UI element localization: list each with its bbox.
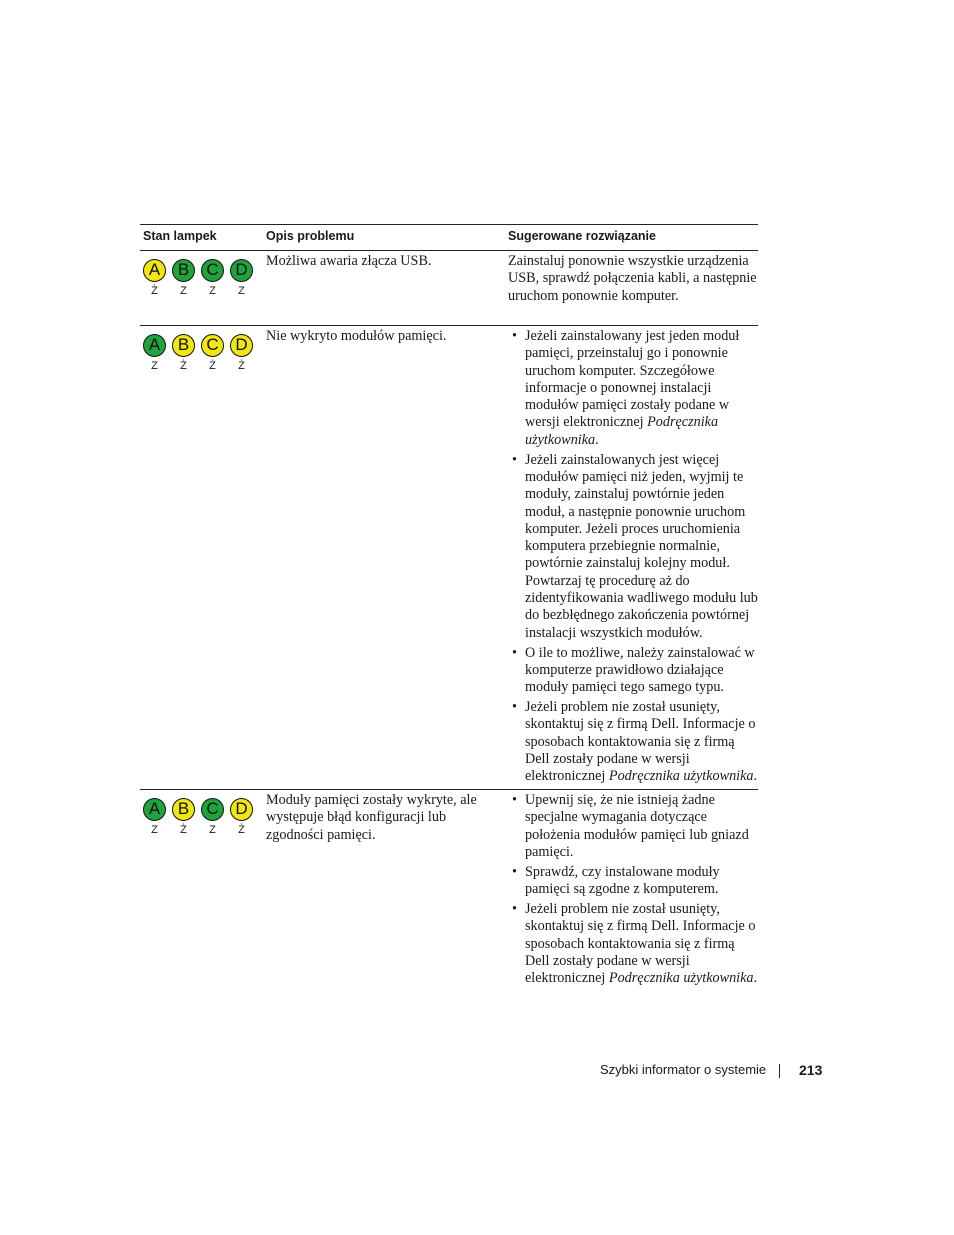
solution-bullet: • Upewnij się, że nie istnieją żadne specjalne wymagania dotyczące położenia modułów pamięci lub gniazd pamięci. bbox=[508, 792, 758, 861]
led-state-c: Z bbox=[209, 285, 216, 297]
header-solution: Sugerowane rozwiązanie bbox=[508, 229, 656, 243]
led-c: C bbox=[201, 798, 224, 821]
led-state-b: Ż bbox=[180, 824, 187, 836]
led-state-a: Z bbox=[151, 360, 158, 372]
solution-bullet: • Sprawdź, czy instalowane moduły pamięci są zgodne z komputerem. bbox=[508, 864, 758, 899]
solution-list bbox=[508, 328, 758, 788]
page-footer bbox=[600, 1062, 823, 1078]
solution-bullet: • Jeżeli problem nie został usunięty, skontaktuj się z firmą Dell. Informacje o sposobach kontaktowania się z firmą Dell zostały podane w wersji elektronicznej Podręcznika użytkownika. bbox=[508, 699, 758, 785]
led-state-d: Ż bbox=[238, 824, 245, 836]
problem-description: Moduły pamięci zostały wykryte, ale występuje błąd konfiguracji lub zgodności pamięci. bbox=[266, 792, 477, 843]
led-a: A bbox=[143, 334, 166, 357]
led-state-a: Z bbox=[151, 824, 158, 836]
led-state-b: Z bbox=[180, 285, 187, 297]
led-state-d: Ż bbox=[238, 360, 245, 372]
header-light-status: Stan lampek bbox=[143, 229, 217, 243]
led-b: B bbox=[172, 798, 195, 821]
problem-description: Nie wykryto modułów pamięci. bbox=[266, 328, 447, 344]
light-pattern bbox=[143, 334, 263, 374]
solution-bullet: • Jeżeli zainstalowanych jest więcej modułów pamięci niż jeden, wyjmij te moduły, zainstaluj powtórnie jeden moduł, a następnie ponownie uruchom komputer. Jeżeli proces uruchomienia komputera przebiegnie normalnie, powtórnie zainstaluj kolejny moduł. Powtarzaj tę procedurę aż do zidentyfikowania wadliwego modułu lub do bezbłędnego zakończenia powtórnej instalacji wszystkich modułów. bbox=[508, 452, 758, 642]
table-row bbox=[140, 790, 758, 990]
led-d: D bbox=[230, 259, 253, 282]
led-state-c: Ż bbox=[209, 360, 216, 372]
led-state-d: Z bbox=[238, 285, 245, 297]
light-pattern bbox=[143, 798, 263, 838]
light-pattern bbox=[143, 259, 263, 299]
solution-bullet: • O ile to możliwe, należy zainstalować w komputerze prawidłowo działające moduły pamięci tego samego typu. bbox=[508, 645, 758, 697]
led-a: A bbox=[143, 259, 166, 282]
footer-divider bbox=[779, 1064, 780, 1078]
led-b: B bbox=[172, 259, 195, 282]
problem-description: Możliwa awaria złącza USB. bbox=[266, 253, 432, 269]
solution-bullet: • Jeżeli zainstalowany jest jeden moduł pamięci, przeinstaluj go i ponownie uruchom komputer. Szczegółowe informacje o ponownej instalacji modułów pamięci zostały podane w wersji elektronicznej Podręcznika użytkownika. bbox=[508, 328, 758, 449]
table-header bbox=[140, 225, 758, 251]
led-state-a: Ż bbox=[151, 285, 158, 297]
diagnostic-lights-table bbox=[140, 224, 758, 990]
led-state-b: Ż bbox=[180, 360, 187, 372]
table-row bbox=[140, 251, 758, 326]
page-number: 213 bbox=[799, 1062, 823, 1078]
led-d: D bbox=[230, 798, 253, 821]
footer-section-title: Szybki informator o systemie bbox=[600, 1062, 767, 1077]
led-b: B bbox=[172, 334, 195, 357]
solution-bullet: • Jeżeli problem nie został usunięty, skontaktuj się z firmą Dell. Informacje o sposobach kontaktowania się z firmą Dell zostały podane w wersji elektronicznej Podręcznika użytkownika. bbox=[508, 901, 758, 987]
led-c: C bbox=[201, 259, 224, 282]
header-problem: Opis problemu bbox=[266, 229, 355, 243]
led-d: D bbox=[230, 334, 253, 357]
solution-text: Zainstaluj ponownie wszystkie urządzenia USB, sprawdź połączenia kabli, a następnie uruchom ponownie komputer. bbox=[508, 253, 757, 304]
table-row bbox=[140, 326, 758, 790]
led-state-c: Z bbox=[209, 824, 216, 836]
led-a: A bbox=[143, 798, 166, 821]
solution-list bbox=[508, 792, 758, 990]
led-c: C bbox=[201, 334, 224, 357]
